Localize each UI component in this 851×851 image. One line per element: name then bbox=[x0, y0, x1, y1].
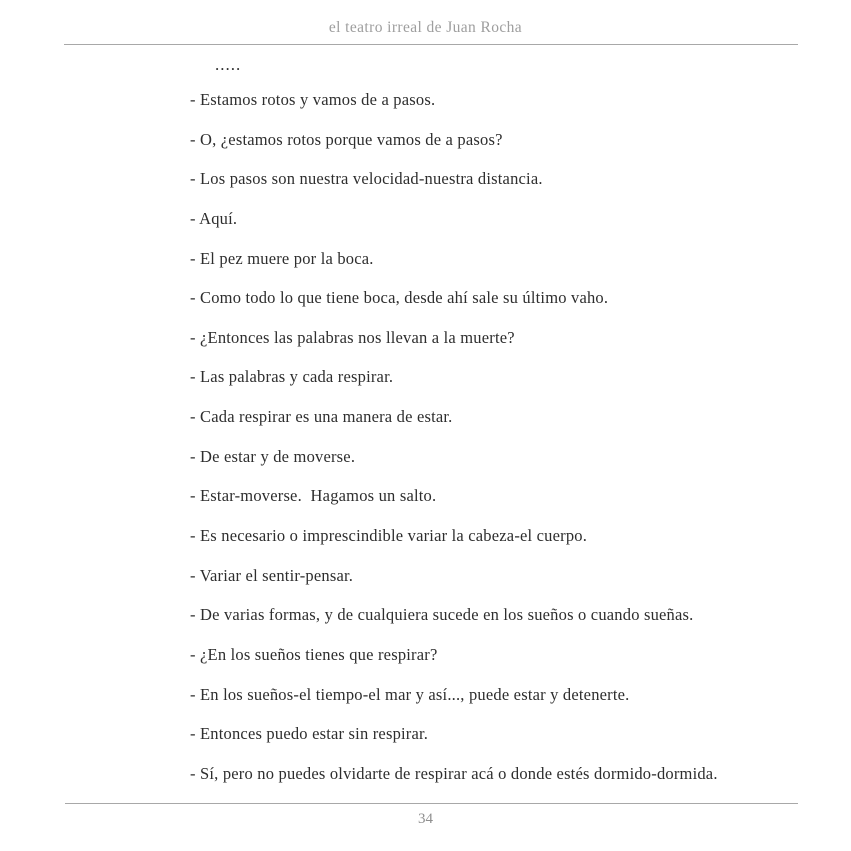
dialogue-line: - Entonces puedo estar sin respirar. bbox=[190, 724, 429, 744]
dialogue-line: - Cada respirar es una manera de estar. bbox=[190, 407, 453, 427]
dialogue-line: - Variar el sentir-pensar. bbox=[190, 565, 354, 585]
running-header-title: el teatro irreal de Juan Rocha bbox=[328, 19, 523, 36]
dialogue-line: - ¿En los sueños tienes que respirar? bbox=[190, 644, 438, 664]
dialogue-line: - Las palabras y cada respirar. bbox=[190, 367, 394, 387]
dialogue-line: - Estamos rotos y vamos de a pasos. bbox=[190, 90, 436, 109]
ellipsis-line: ..... bbox=[215, 55, 242, 74]
header-rule bbox=[64, 44, 798, 45]
dialogue-line: - ¿Entonces las palabras nos llevan a la muerte? bbox=[190, 327, 515, 347]
dialogue-line: - Estar-moverse. Hagamos un salto. bbox=[190, 486, 437, 506]
footer-rule bbox=[65, 803, 798, 804]
page-number: 34 bbox=[418, 811, 433, 827]
dialogue-line: - En los sueños-el tiempo-el mar y así..., puede estar y detenerte. bbox=[190, 684, 630, 704]
dialogue-line: - O, ¿estamos rotos porque vamos de a pasos? bbox=[190, 129, 503, 149]
dialogue-line: - Aquí. bbox=[190, 208, 238, 228]
dialogue-line: - Es necesario o imprescindible variar la cabeza-el cuerpo. bbox=[190, 526, 588, 546]
dialogue-line: - De estar y de moverse. bbox=[190, 446, 356, 466]
dialogue-line: - Como todo lo que tiene boca, desde ahí sale su último vaho. bbox=[190, 288, 609, 308]
dialogue-block bbox=[190, 90, 801, 804]
dialogue-line: - Los pasos son nuestra velocidad-nuestra distancia. bbox=[190, 169, 543, 189]
dialogue-line: - De varias formas, y de cualquiera sucede en los sueños o cuando sueñas. bbox=[190, 605, 694, 625]
dialogue-line: - El pez muere por la boca. bbox=[190, 248, 374, 268]
dialogue-line: - Sí, pero no puedes olvidarte de respirar acá o donde estés dormido-dormida. bbox=[190, 763, 718, 783]
